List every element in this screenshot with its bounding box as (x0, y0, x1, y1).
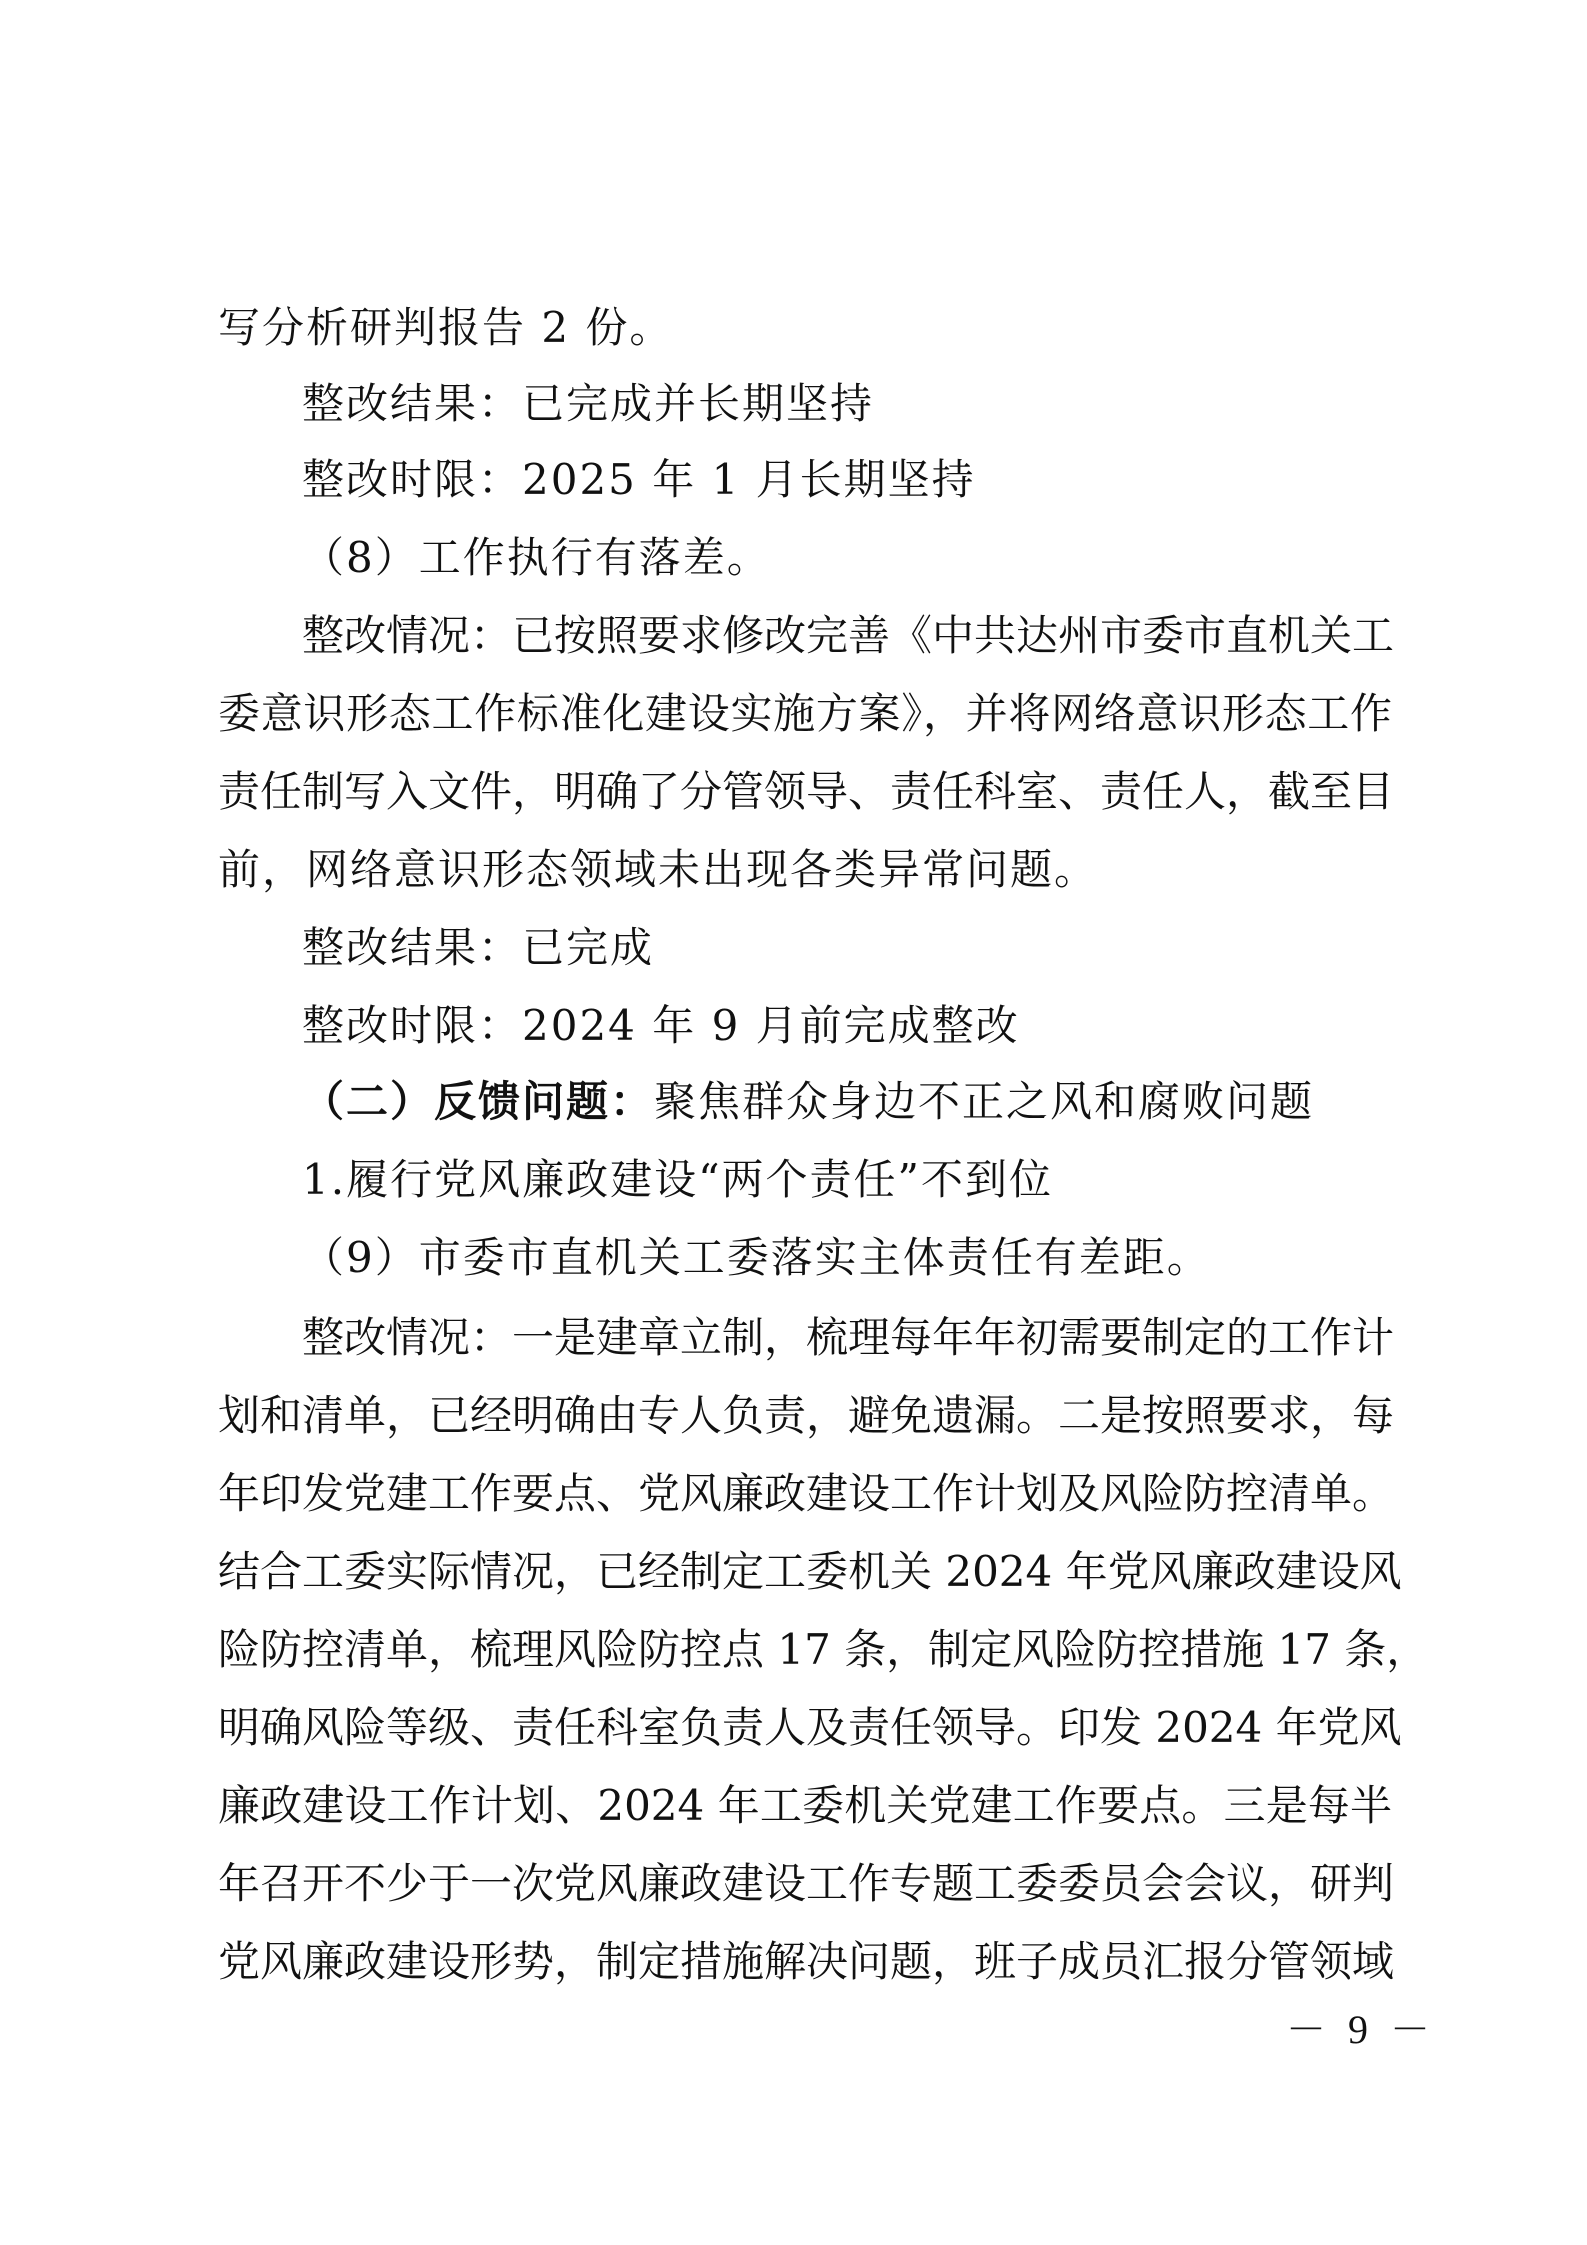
section-heading-text: 聚焦群众身边不正之风和腐败问题 (654, 1077, 1315, 1126)
paragraph-line: 明确风险等级、责任科室负责人及责任领导。印发 2024 年党风 (218, 1703, 1402, 1752)
paragraph-line: 年印发党建工作要点、党风廉政建设工作计划及风险防控清单。 (218, 1469, 1395, 1518)
paragraph-line: 写分析研判报告 2 份。 (218, 303, 674, 352)
paragraph-line: 整改情况：已按照要求修改完善《中共达州市委市直机关工 (302, 611, 1395, 660)
paragraph-line: 责任制写入文件，明确了分管领导、责任科室、责任人，截至目 (218, 767, 1395, 816)
item-heading: （8）工作执行有落差。 (302, 533, 771, 582)
paragraph-line: 整改结果：已完成 (302, 923, 655, 972)
section-heading (0, 1062, 1587, 1142)
paragraph-line: 委意识形态工作标准化建设实施方案》，并将网络意识形态工作 (218, 689, 1392, 738)
paragraph-line: 廉政建设工作计划、2024 年工委机关党建工作要点。三是每半 (218, 1781, 1392, 1830)
paragraph-line: 整改情况：一是建章立制，梳理每年年初需要制定的工作计 (302, 1313, 1395, 1362)
paragraph-line: 整改结果：已完成并长期坚持 (302, 379, 875, 428)
paragraph-line: 前，网络意识形态领域未出现各类异常问题。 (218, 845, 1099, 894)
paragraph-line: 险防控清单，梳理风险防控点 17 条，制定风险防控措施 17 条， (218, 1625, 1429, 1674)
paragraph-line: 党风廉政建设形势，制定措施解决问题，班子成员汇报分管领域 (218, 1937, 1395, 1986)
paragraph-line: 年召开不少于一次党风廉政建设工作专题工委委员会会议，研判 (218, 1859, 1395, 1908)
paragraph-line: 划和清单，已经明确由专人负责，避免遗漏。二是按照要求，每 (218, 1391, 1395, 1440)
paragraph-line: 整改时限：2025 年 1 月长期坚持 (302, 455, 976, 504)
section-heading-label: （二）反馈问题： (302, 1077, 655, 1126)
paragraph-line: 整改时限：2024 年 9 月前完成整改 (302, 1001, 1020, 1050)
subsection-heading: 1.履行党风廉政建设“两个责任”不到位 (302, 1155, 1054, 1204)
paragraph-line: 结合工委实际情况，已经制定工委机关 2024 年党风廉政建设风 (218, 1547, 1402, 1596)
page-number: － 9 － (1286, 2007, 1436, 2052)
item-heading: （9）市委市直机关工委落实主体责任有差距。 (302, 1233, 1211, 1282)
